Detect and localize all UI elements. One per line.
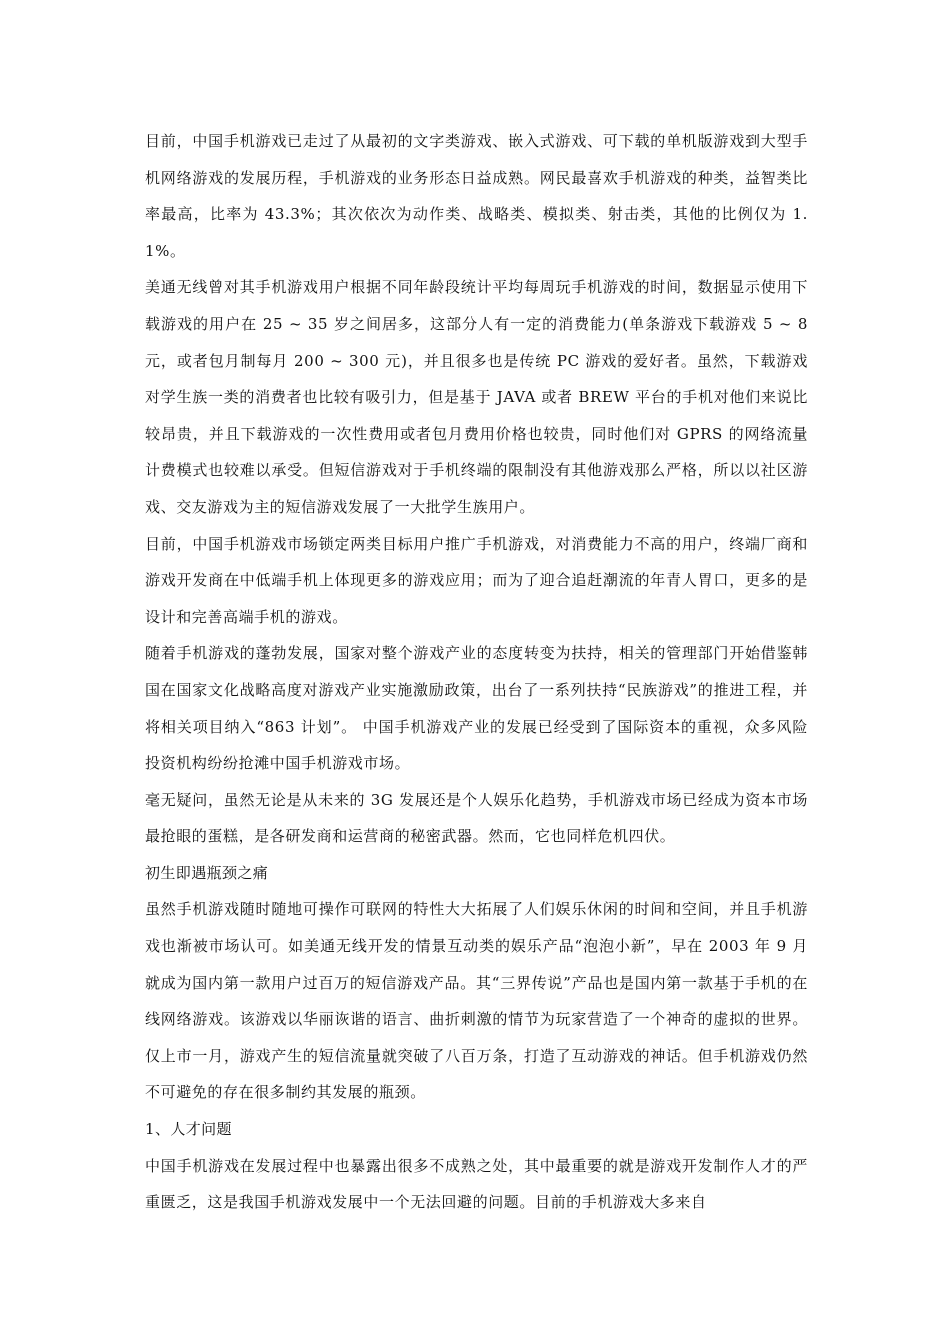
document-page	[145, 123, 808, 1221]
paragraph-bottleneck: 虽然手机游戏随时随地可操作可联网的特性大大拓展了人们娱乐休闲的时间和空间，并且手机游戏也渐被市场认可。如美通无线开发的情景互动类的娱乐产品“泡泡小新”，早在 2003 年 9 月就成为国内第一款用户过百万的短信游戏产品。其“三界传说”产品也是国内第一款基于手机的在线网络游戏。该游戏以华丽诙谐的语言、曲折刺激的情节为玩家营造了一个神奇的虚拟的世界。仅上市一月，游戏产生的短信流量就突破了八百万条，打造了互动游戏的神话。但手机游戏仍然不可避免的存在很多制约其发展的瓶颈。	[145, 900, 808, 1102]
paragraph-market-outlook: 毫无疑问，虽然无论是从未来的 3G 发展还是个人娱乐化趋势，手机游戏市场已经成为资本市场最抢眼的蛋糕，是各研发商和运营商的秘密武器。然而，它也同样危机四伏。	[145, 790, 808, 846]
paragraph-policy-support: 随着手机游戏的蓬勃发展，国家对整个游戏产业的态度转变为扶持，相关的管理部门开始借鉴韩国在国家文化战略高度对游戏产业实施激励政策，出台了一系列扶持“民族游戏”的推进工程，并将相关项目纳入“863 计划”。 中国手机游戏产业的发展已经受到了国际资本的重视，众多风险投资机构纷纷抢滩中国手机游戏市场。	[145, 644, 808, 773]
paragraph-user-survey: 美通无线曾对其手机游戏用户根据不同年龄段统计平均每周玩手机游戏的时间，数据显示使用下载游戏的用户在 25 ~ 35 岁之间居多，这部分人有一定的消费能力(单条游戏下载游戏 5 ~ 8 元，或者包月制每月 200 ~ 300 元)，并且很多也是传统 PC 游戏的爱好者。虽然，下载游戏对学生族一类的消费者也比较有吸引力，但是基于 JAVA 或者 BREW 平台的手机对他们来说比较昂贵，并且下载游戏的一次性费用或者包月费用价格也较贵，同时他们对 GPRS 的网络流量计费模式也较难以承受。但短信游戏对于手机终端的限制没有其他游戏那么严格，所以以社区游戏、交友游戏为主的短信游戏发展了一大批学生族用户。	[145, 278, 808, 516]
section-heading-talent: 1、人才问题	[145, 1120, 232, 1139]
paragraph-market-overview: 目前，中国手机游戏已走过了从最初的文字类游戏、嵌入式游戏、可下载的单机版游戏到大型手机网络游戏的发展历程，手机游戏的业务形态日益成熟。网民最喜欢手机游戏的种类，益智类比率最高，比率为 43.3%；其次依次为动作类、战略类、模拟类、射击类，其他的比例仅为 1.1%。	[145, 132, 808, 260]
section-heading-bottleneck: 初生即遇瓶颈之痛	[145, 863, 269, 882]
paragraph-target-users: 目前，中国手机游戏市场锁定两类目标用户推广手机游戏，对消费能力不高的用户，终端厂商和游戏开发商在中低端手机上体现更多的游戏应用；而为了迎合追赶潮流的年青人胃口，更多的是设计和完善高端手机的游戏。	[145, 534, 808, 626]
paragraph-talent: 中国手机游戏在发展过程中也暴露出很多不成熟之处，其中最重要的就是游戏开发制作人才的严重匮乏，这是我国手机游戏发展中一个无法回避的问题。目前的手机游戏大多来自	[145, 1156, 808, 1212]
